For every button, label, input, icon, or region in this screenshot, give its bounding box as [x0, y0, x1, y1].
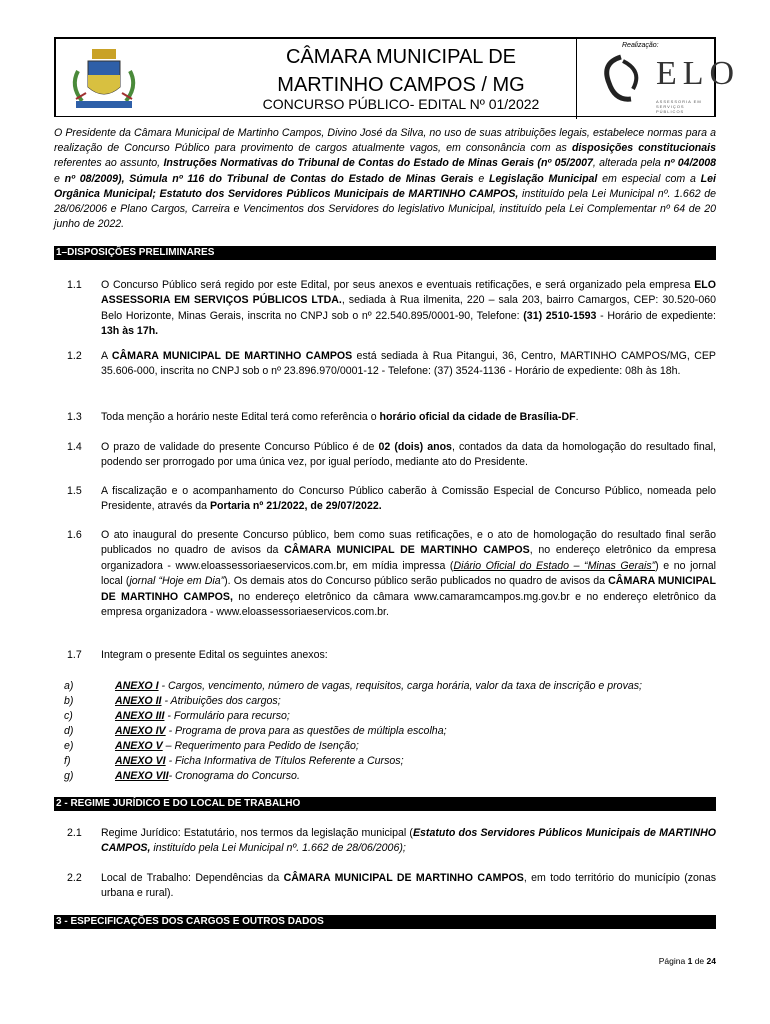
elo-logo-text: ELO — [656, 55, 741, 92]
section-2-header: 2 - REGIME JURÍDICO E DO LOCAL DE TRABALHO — [54, 797, 716, 811]
document-header — [54, 37, 741, 117]
document-page: CÂMARA MUNICIPAL DE MARTINHO CAMPOS / MG CONCURSO PÚBLICO- EDITAL Nº 01/2022 Realização: ELO ASSESSORIA EM SERVIÇOS PÚBLICOS O Presidente da Câmara Municipal de Martinho Campos, Divino José da Silva, no uso de suas atribuições legais, estabelece normas para a realização de Concurso Público para provimento de cargos atualmente vagos, em consonância com as disposições constitucionais referentes ao assunto, Instruções Normativas do Tribunal de Contas do Estado de Minas Gerais (nº 05/2007, alterada pela nº 04/2008 e nº 08/2009), Súmula nº 116 do Tribunal de Contas do Estado de Minas Gerais e Legislação Municipal em especial com a Lei Orgânica Municipal; Estatuto dos Servidores Públicos Municipais de MARTINHO CAMPOS, instituído pela Lei Municipal nº. 1.662 de 28/06/2006 e Plano Cargos, Carreira e Vencimentos dos Servidores do legislativo Municipal, instituído pela Lei Complementar nº 64 de 20 junho de 2022. 1–DISPOSIÇÕES PRELIMINARES 1.1 O Concurso Público será regido por este Edital, por seus anexos e eventuais retificações, e será organizado pela empresa ELO ASSESSORIA EM SERVIÇOS PÚBLICOS LTDA., sediada à Rua ilmenita, 220 – sala 203, bairro Camargos, CEP: 30.520-060 Belo Horizonte, Minas Gerais, inscrita no CNPJ sob o nº 22.540.895/0001-90, Telefone: (31) 2510-1593 - Horário de expediente: 13h às 17h. 1.2 A CÂMARA MUNICIPAL DE MARTINHO CAMPOS está sediada à Rua Pitangui, 36, Centro, MARTINHO CAMPOS/MG, CEP 35.606-000, inscrita no CNPJ sob o nº 23.896.970/0001-12 - Telefone: (37) 3524-1136 - Horário de expediente: 08h às 18h. 1.3 Toda menção a horário neste Edital terá como referência o horário oficial da cidade de Brasília-DF. 1.4 O prazo de validade do presente Concurso Público é de 02 (dois) anos, contados da data da homologação do resultado final, podendo ser prorrogado por uma única vez, por igual período, mediante ato do Presidente. 1.5 A fiscalização e o acompanhamento do Concurso Público caberão à Comissão Especial de Concurso Público, nomeada pelo Presidente, através da Portaria nº 21/2022, de 29/07/2022. 1.6 O ato inaugural do presente Concurso público, bem como suas retificações, e o ato de homologação do resultado final serão publicados no quadro de avisos da CÂMARA MUNICIPAL DE MARTINHO CAMPOS, no endereço eletrônico da empresa organizadora - www.eloassessoriaeservicos.com.br, em mídia impressa (Diário Oficial do Estado – “Minas Gerais”) e no jornal local (jornal “Hoje em Dia”). Os demais atos do Concurso público serão publicados no quadro de avisos da CÂMARA MUNICIPAL DE MARTINHO CAMPOS, no endereço eletrônico da câmara www.camaramcampos.mg.gov.br e no endereço eletrônico da empresa organizadora - www.eloassessoriaeservicos.com.br. 1.7 Integram o presente Edital os seguintes anexos: a) ANEXO I - Cargos, vencimento, número de vagas, requisitos, carga horária, valor da taxa de inscrição e provas; b) ANEXO II - Atribuições dos cargos; c) ANEXO III - Formulário para recurso; d) ANEXO IV - Programa de prova para as questões de múltipla escolha; e) ANEXO V – Requerimento para Pedido de Isenção; f) ANEXO VI - Ficha Informativa de Títulos Referente a Cursos; g) ANEXO VII- Cronograma do Concurso. 2 - REGIME JURÍDICO E DO LOCAL DE TRABALHO 2.1 Regime Jurídico: Estatutário, nos termos da legislação municipal (Estatuto dos Servidores Públicos Municipais de MARTINHO CAMPOS, instituído pela Lei Municipal nº. 1.662 de 28/06/2006); 2.2 Local de Trabalho: Dependências da CÂMARA MUNICIPAL DE MARTINHO CAMPOS, em todo território do município (zonas urbana e rural). 3 - ESPECIFICAÇÕES DOS CARGOS E OUTROS DADOS Página 1 de 24 — [0, 0, 770, 1024]
header-divider — [576, 39, 577, 119]
municipal-coat-of-arms-icon — [64, 41, 144, 115]
elo-logo-subtext: ASSESSORIA EM SERVIÇOS PÚBLICOS — [656, 99, 702, 114]
header-subtitle: CONCURSO PÚBLICO- EDITAL Nº 01/2022 — [262, 96, 540, 112]
realizacao-label: Realização: — [622, 42, 659, 49]
header-title — [206, 43, 596, 99]
header-title-line1: CÂMARA MUNICIPAL DE — [285, 46, 517, 68]
section-3-header: 3 - ESPECIFICAÇÕES DOS CARGOS E OUTROS DADOS — [54, 915, 716, 929]
intro-paragraph: O Presidente da Câmara Municipal de Martinho Campos, Divino José da Silva, no uso de suas atribuições legais, estabelece normas para a realização de Concurso Público para provimento de cargos atualmente vagos, em consonância com as disposições constitucionais referentes ao assunto, Instruções Normativas do Tribunal de Contas do Estado de Minas Gerais (nº 05/2007, alterada pela nº 04/2008 e nº 08/2009), Súmula nº 116 do Tribunal de Contas do Estado de Minas Gerais e Legislação Municipal em especial com a Lei Orgânica Municipal; Estatuto dos Servidores Públicos Municipais de MARTINHO CAMPOS, instituído pela Lei Municipal nº. 1.662 de 28/06/2006 e Plano Cargos, Carreira e Vencimentos dos Servidores do legislativo Municipal, instituído pela Lei Complementar nº 64 de 20 junho de 2022. — [54, 127, 716, 231]
header-title-line2: MARTINHO CAMPOS / MG — [277, 74, 525, 96]
page-number: Página 1 de 24 — [658, 956, 716, 966]
section-1-header: 1–DISPOSIÇÕES PRELIMINARES — [54, 246, 716, 260]
